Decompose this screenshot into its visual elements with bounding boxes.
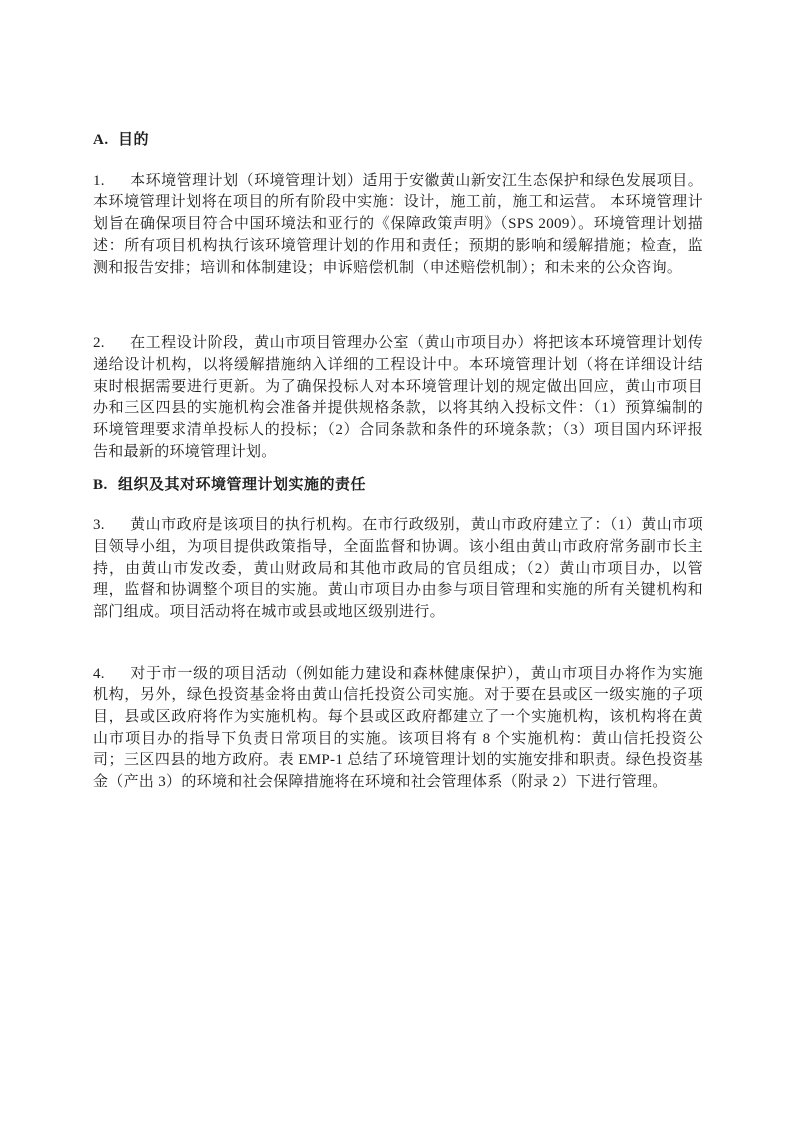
- section-b-title: 组织及其对环境管理计划实施的责任: [118, 477, 367, 494]
- section-a-letter: A.: [93, 132, 109, 148]
- paragraph-2: [93, 333, 703, 463]
- paragraph-4-text: 对于市一级的项目活动（例如能力建设和森林健康保护），黄山市项目办将作为实施机构，另外，绿色投资基金将由黄山信托投资公司实施。对于要在县或区一级实施的子项目，县或区政府将作为实施机构。每个县或区政府都建立了一个实施机构，该机构将在黄山市项目办的指导下负责日常项目的实施。该项目将有 8 个实施机构：黄山信托投资公司；三区四县的地方政府。表 EMP-1 总结了环境管理计划的实施安排和职责。绿色投资基金（产出 3）的环境和社会保障措施将在环境和社会管理体系（附录 2）下进行管理。: [93, 665, 703, 791]
- section-b-letter: B.: [93, 477, 108, 494]
- paragraph-1-number: 1.: [93, 172, 105, 189]
- paragraph-4: [93, 664, 703, 794]
- paragraph-3: [93, 515, 703, 624]
- paragraph-1: [93, 171, 703, 280]
- section-a-purpose: [93, 130, 703, 463]
- paragraph-2-number: 2.: [93, 335, 105, 352]
- paragraph-3-text: 黄山市政府是该项目的执行机构。在市行政级别，黄山市政府建立了：（1）黄山市项目领导小组，为项目提供政策指导，全面监督和协调。该小组由黄山市政府常务副市长主持，由黄山市发改委，黄山财政局和其他市政局的官员组成；（2）黄山市项目办，以管理，监督和协调整个项目的实施。黄山市项目办由参与项目管理和实施的所有关键机构和部门组成。项目活动将在城市或县或地区级别进行。: [93, 517, 703, 620]
- paragraph-1-text: 本环境管理计划（环境管理计划）适用于安徽黄山新安江生态保护和绿色发展项目。本环境管理计划将在项目的所有阶段中实施：设计，施工前，施工和运营。 本环境管理计划旨在确保项目符合中国环境法和亚行的《保障政策声明》（SPS 2009）。环境管理计划描述：所有项目机构执行该环境管理计划的作用和责任；预期的影响和缓解措施；检查，监测和报告安排；培训和体制建设；申诉赔偿机制（申述赔偿机制）；和未来的公众咨询。: [93, 172, 703, 276]
- section-b-organization: [93, 475, 703, 793]
- paragraph-4-number: 4.: [93, 665, 105, 682]
- section-b-heading: [93, 475, 703, 497]
- paragraph-3-number: 3.: [93, 517, 105, 534]
- section-a-title: 目的: [118, 132, 150, 148]
- section-a-heading: [93, 130, 703, 152]
- paragraph-2-text: 在工程设计阶段，黄山市项目管理办公室（黄山市项目办）将把该本环境管理计划传递给设计机构，以将缓解措施纳入详细的工程设计中。本环境管理计划（将在详细设计结束时根据需要进行更新。为了确保投标人对本环境管理计划的规定做出回应，黄山市项目办和三区四县的实施机构会准备并提供规格条款，以将其纳入投标文件：（1）预算编制的环境管理要求清单投标人的投标；（2）合同条款和条件的环境条款；（3）项目国内环评报告和最新的环境管理计划。: [93, 335, 703, 460]
